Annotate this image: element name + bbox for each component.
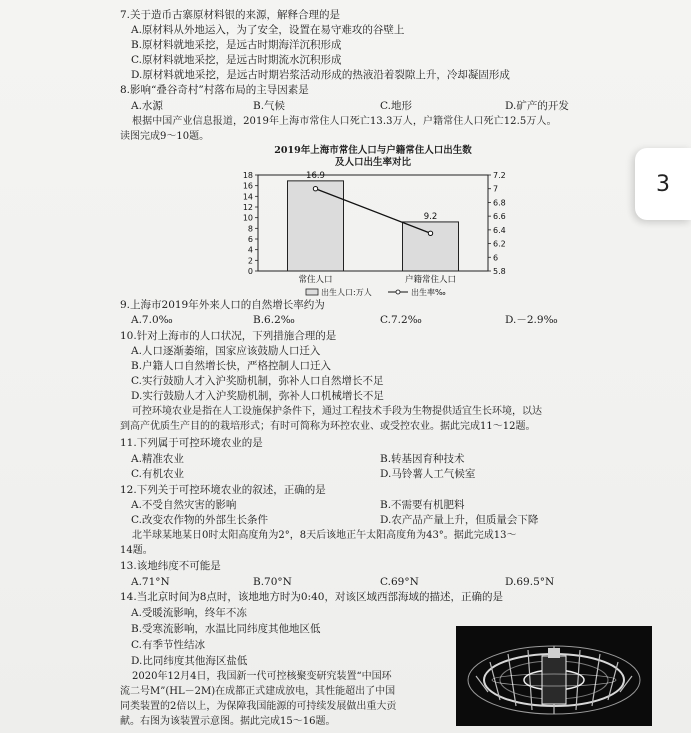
- chart-title-line2: 及人口出生率对比: [334, 157, 411, 168]
- category-label: 户籍常住人口: [404, 275, 457, 285]
- q9-option-c: C.7.2‰: [380, 314, 422, 326]
- q11-option-b: B.转基因育种技术: [380, 453, 465, 465]
- q9-option-d: D.－2.9‰: [505, 314, 558, 326]
- q8-option-a: A.水源: [131, 100, 163, 112]
- right-tick-label: 6.6: [493, 212, 506, 222]
- left-tick-label: 0: [247, 267, 253, 276]
- q14-option-b: B.受寒流影响，水温比同纬度其他地区低: [131, 623, 321, 635]
- q13-option-a: A.71°N: [131, 576, 170, 588]
- q9-option-a: A.7.0‰: [131, 314, 173, 326]
- q13-option-c: C.69°N: [380, 576, 419, 588]
- q7-stem: 7.关于造币古寨原材料银的来源，解释合理的是: [120, 9, 341, 21]
- passage1-line2: 读图完成9～10题。: [120, 131, 210, 142]
- page-number-badge: 3: [635, 148, 691, 220]
- left-tick-label: 4: [247, 245, 253, 255]
- q14-option-a: A.受暖流影响，终年不冻: [131, 607, 247, 619]
- q11-option-c: C.有机农业: [131, 468, 184, 480]
- q8-option-d: D.矿产的开发: [505, 100, 569, 112]
- q10-option-c: C.实行鼓励人才入沪奖励机制，弥补人口自然增长不足: [131, 375, 384, 387]
- population-chart: [228, 145, 518, 303]
- right-tick-label: 7.2: [493, 171, 506, 180]
- bar-常住人口: [288, 181, 344, 271]
- passage2-line1: 可控环境农业是指在人工设施保护条件下，通过工程技术手段为生物提供适宜生长环境，以达: [132, 406, 542, 417]
- passage4-line1: 2020年12月4日，我国新一代可控核聚变研究装置“中国环: [132, 671, 392, 682]
- q8-option-c: C.地形: [380, 100, 412, 112]
- q11-stem: 11.下列属于可控环境农业的是: [120, 437, 263, 449]
- passage2-line2: 到高产优质生产目的的栽培形式；有时可简称为环控农业、或受控农业。据此完成11～12题。: [120, 421, 536, 432]
- q7-option-b: B.原材料就地采挖，是远古时期海洋沉积形成: [131, 39, 342, 51]
- q11-option-a: A.精准农业: [131, 453, 184, 465]
- chart-title-line1: 2019年上海市常住人口与户籍常住人口出生数: [274, 145, 472, 156]
- left-tick-label: 14: [242, 192, 253, 202]
- right-tick-label: 5.8: [493, 267, 506, 276]
- right-tick-label: 6.8: [493, 198, 506, 208]
- left-tick-label: 16: [242, 181, 253, 191]
- left-tick-label: 18: [242, 171, 253, 180]
- q13-stem: 13.该地纬度不可能是: [120, 560, 221, 572]
- right-tick-label: 6.2: [493, 239, 506, 249]
- passage4-line3: 同类装置的2倍以上，为保障我国能源的可持续发展做出重大贡: [120, 701, 397, 712]
- birth-rate-point: [428, 231, 432, 235]
- tokamak-illustration: [456, 626, 652, 726]
- fusion-device-figure: [456, 626, 652, 726]
- q12-option-c: C.改变农作物的外部生长条件: [131, 514, 268, 526]
- passage4-line4: 献。右图为该装置示意图。据此完成15～16题。: [120, 716, 336, 727]
- q10-stem: 10.针对上海市的人口状况，下列措施合理的是: [120, 330, 337, 342]
- passage3-line2: 14题。: [120, 545, 153, 556]
- chart-svg: [228, 145, 518, 303]
- left-tick-label: 12: [242, 203, 253, 212]
- q7-option-d: D.原材料就地采挖，是远古时期岩浆活动形成的热液沿着裂隙上升，冷却凝固形成: [131, 69, 510, 81]
- left-tick-label: 8: [247, 224, 253, 234]
- passage1-line1: 根据中国产业信息报道，2019年上海市常住人口死亡13.3万人，户籍常住人口死亡12.5万人。: [132, 116, 557, 127]
- q7-option-a: A.原材料从外地运入，为了安全，设置在易守难攻的谷壁上: [131, 24, 405, 36]
- q14-option-d: D.比同纬度其他海区盐低: [131, 655, 248, 667]
- q12-stem: 12.下列关于可控环境农业的叙述，正确的是: [120, 484, 326, 496]
- q8-stem: 8.影响“叠谷奇村”村落布局的主导因素是: [120, 84, 309, 96]
- legend-line-label: 出生率‰: [411, 288, 446, 297]
- passage4-line2: 流二号M”(HL－2M)在成都正式建成放电，其性能超出了中国: [120, 686, 396, 697]
- bar-户籍常住人口: [403, 222, 459, 271]
- q9-option-b: B.6.2‰: [253, 314, 295, 326]
- q14-option-c: C.有季节性结冰: [131, 639, 205, 651]
- q12-option-b: B.不需要有机肥料: [380, 499, 465, 511]
- legend-line-marker: [396, 290, 400, 294]
- q8-option-b: B.气候: [253, 100, 286, 112]
- left-tick-label: 6: [247, 235, 253, 244]
- q14-stem: 14.当北京时间为8点时，该地地方时为0:40，对该区域西部海域的描述，正确的是: [120, 591, 503, 603]
- bar-data-label: 9.2: [423, 211, 438, 222]
- left-tick-label: 2: [247, 256, 253, 266]
- left-tick-label: 10: [242, 213, 253, 223]
- q9-stem: 9.上海市2019年外来人口的自然增长率约为: [120, 299, 325, 311]
- bar-data-label: 16.9: [306, 170, 325, 181]
- legend-bar-swatch: [306, 289, 318, 295]
- q7-option-c: C.原材料就地采挖，是远古时期流水沉积形成: [131, 54, 342, 66]
- passage3-line1: 北半球某地某日0时太阳高度角为2°，8天后该地正午太阳高度角为43°。据此完成13～: [132, 530, 517, 541]
- right-tick-label: 6: [493, 253, 499, 263]
- right-tick-label: 7: [493, 184, 499, 194]
- q13-option-b: B.70°N: [253, 576, 292, 588]
- q13-option-d: D.69.5°N: [505, 576, 555, 588]
- birth-rate-point: [313, 187, 317, 191]
- q11-option-d: D.马铃薯人工气候室: [380, 468, 476, 480]
- right-tick-label: 6.4: [493, 225, 506, 235]
- q12-option-d: D.农产品产量上升，但质量会下降: [380, 514, 539, 526]
- q12-option-a: A.不受自然灾害的影响: [131, 499, 237, 511]
- q10-option-d: D.实行鼓励人才入沪奖励机制，弥补人口机械增长不足: [131, 390, 384, 402]
- legend-bar-label: 出生人口:万人: [321, 288, 372, 297]
- q10-option-b: B.户籍人口自然增长快，严格控制人口迁入: [131, 360, 332, 372]
- q10-option-a: A.人口逐渐萎缩，国家应该鼓励人口迁入: [131, 345, 321, 357]
- category-label: 常住人口: [298, 275, 333, 285]
